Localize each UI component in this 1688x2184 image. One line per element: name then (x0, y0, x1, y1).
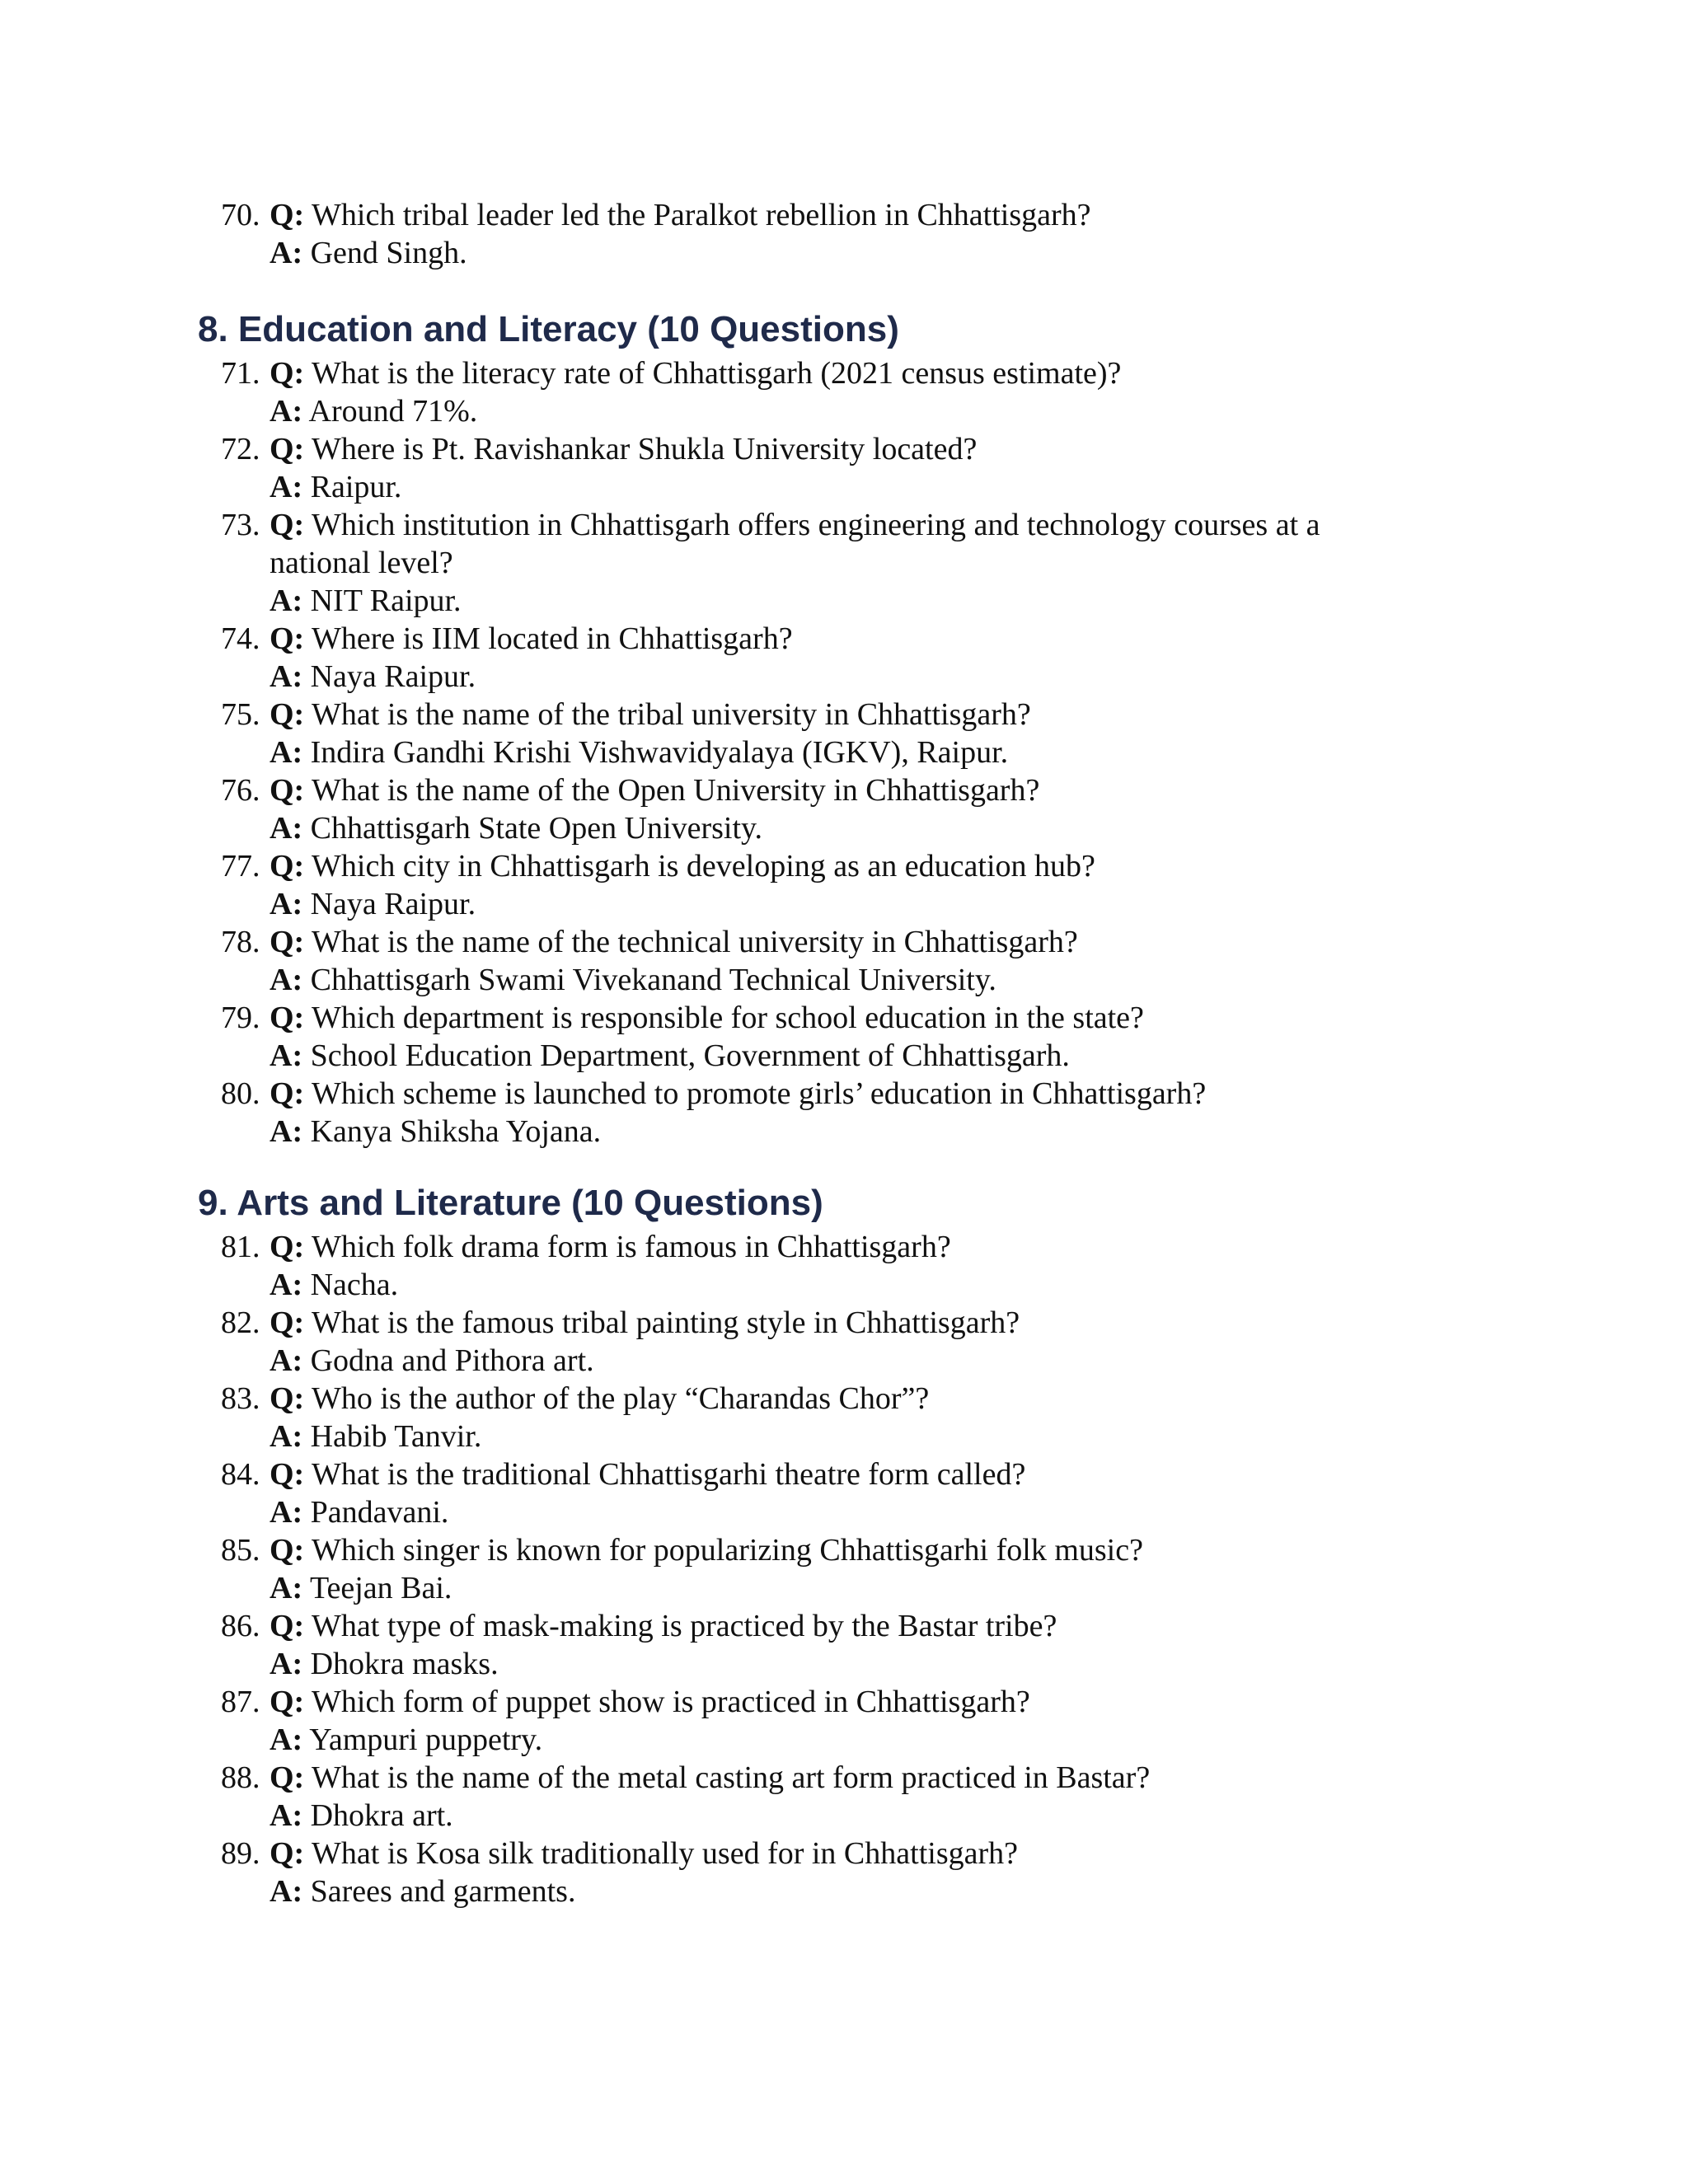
answer-label: A: (270, 1647, 303, 1681)
question-line (270, 1759, 1150, 1797)
answer-label: A: (270, 1343, 303, 1378)
question-text: What is the name of the metal casting art form practiced in Bastar? (312, 1760, 1151, 1795)
question-line (270, 1380, 929, 1418)
answer-label: A: (270, 1419, 303, 1454)
question-label: Q: (270, 1457, 305, 1492)
answer-text: Pandavani. (310, 1495, 449, 1530)
answer-label: A: (270, 963, 303, 997)
item-number: 74. (221, 621, 260, 656)
item-number: 75. (221, 697, 260, 732)
question-label: Q: (270, 1381, 305, 1416)
question-label: Q: (270, 773, 305, 808)
item-number: 80. (221, 1076, 260, 1111)
question-label: Q: (270, 1609, 305, 1643)
question-text: What is the famous tribal painting style in Chhattisgarh? (312, 1305, 1020, 1340)
question-text: Which form of puppet show is practiced in Chhattisgarh? (312, 1685, 1030, 1719)
answer-text: Chhattisgarh Swami Vivekanand Technical University. (310, 963, 996, 997)
question-line (270, 847, 1095, 885)
answer-text: School Education Department, Government of Chhattisgarh. (310, 1038, 1070, 1073)
question-label: Q: (270, 849, 305, 883)
question-label: Q: (270, 1533, 305, 1568)
item-number: 71. (221, 356, 260, 391)
question-label: Q: (270, 1230, 305, 1264)
question-line (270, 1304, 1020, 1342)
answer-label: A: (270, 1798, 303, 1833)
answer-line (270, 1113, 601, 1151)
answer-label: A: (270, 583, 303, 618)
item-number: 88. (221, 1760, 260, 1795)
answer-line (270, 1645, 499, 1683)
question-line (270, 696, 1031, 733)
section-heading-arts: 9. Arts and Literature (10 Questions) (198, 1183, 823, 1223)
answer-text: Nacha. (310, 1268, 399, 1302)
answer-line (270, 1569, 452, 1607)
answer-text: Raipur. (310, 470, 402, 504)
question-line (270, 354, 1121, 392)
question-line (270, 1531, 1143, 1569)
question-label: Q: (270, 1836, 305, 1871)
item-number: 89. (221, 1836, 260, 1871)
question-continuation: national level? (270, 546, 453, 580)
answer-line (270, 392, 477, 430)
question-line (270, 1075, 1206, 1113)
question-text: What is the name of the Open University in Chhattisgarh? (312, 773, 1040, 808)
answer-text: Godna and Pithora art. (310, 1343, 594, 1378)
answer-text: NIT Raipur. (310, 583, 462, 618)
answer-text: Teejan Bai. (309, 1571, 452, 1605)
answer-text: Indira Gandhi Krishi Vishwavidyalaya (IGKV), Raipur. (310, 735, 1009, 770)
question-text: What is the traditional Chhattisgarhi theatre form called? (312, 1457, 1026, 1492)
answer-line (270, 1037, 1070, 1075)
answer-line (270, 1872, 575, 1910)
answer-text: Gend Singh. (310, 236, 467, 270)
question-text: Which institution in Chhattisgarh offers engineering and technology courses at a (312, 508, 1320, 542)
question-text: What type of mask-making is practiced by the Bastar tribe? (312, 1609, 1057, 1643)
question-label: Q: (270, 508, 305, 542)
item-number: 70. (221, 198, 260, 232)
item-number: 81. (221, 1230, 260, 1264)
answer-label: A: (270, 236, 303, 270)
question-line (270, 1455, 1025, 1493)
question-line (270, 1683, 1030, 1721)
answer-label: A: (270, 811, 303, 846)
answer-text: Naya Raipur. (310, 659, 476, 694)
answer-label: A: (270, 1038, 303, 1073)
question-text: Which city in Chhattisgarh is developing as an education hub? (312, 849, 1095, 883)
question-text: Which scheme is launched to promote girls’ education in Chhattisgarh? (312, 1076, 1207, 1111)
question-text: What is the name of the tribal university in Chhattisgarh? (312, 697, 1031, 732)
answer-label: A: (270, 1722, 303, 1757)
question-label: Q: (270, 356, 305, 391)
answer-line (270, 809, 762, 847)
answer-line (270, 582, 462, 620)
answer-label: A: (270, 659, 303, 694)
answer-label: A: (270, 394, 303, 429)
item-number: 73. (221, 508, 260, 542)
question-text: What is the literacy rate of Chhattisgarh (2021 census estimate)? (312, 356, 1122, 391)
answer-label: A: (270, 1571, 303, 1605)
question-line (270, 196, 1091, 234)
question-text: Which tribal leader led the Paralkot rebellion in Chhattisgarh? (312, 198, 1091, 232)
answer-text: Chhattisgarh State Open University. (310, 811, 763, 846)
answer-line (270, 1493, 448, 1531)
item-number: 79. (221, 1001, 260, 1035)
answer-line (270, 885, 476, 923)
question-label: Q: (270, 1685, 305, 1719)
question-line (270, 999, 1144, 1037)
question-label: Q: (270, 198, 305, 232)
answer-text: Dhokra art. (310, 1798, 453, 1833)
question-label: Q: (270, 621, 305, 656)
item-number: 72. (221, 432, 260, 466)
answer-text: Around 71%. (308, 394, 478, 429)
answer-text: Kanya Shiksha Yojana. (310, 1114, 602, 1149)
question-label: Q: (270, 697, 305, 732)
question-text: Where is IIM located in Chhattisgarh? (312, 621, 793, 656)
question-text: Which department is responsible for school education in the state? (312, 1001, 1144, 1035)
answer-text: Dhokra masks. (310, 1647, 499, 1681)
question-line (270, 1607, 1057, 1645)
item-number: 86. (221, 1609, 260, 1643)
answer-text: Naya Raipur. (310, 887, 476, 921)
answer-line (270, 1342, 594, 1380)
answer-line (270, 234, 467, 272)
answer-label: A: (270, 1114, 303, 1149)
question-text: What is Kosa silk traditionally used for in Chhattisgarh? (312, 1836, 1018, 1871)
item-number: 85. (221, 1533, 260, 1568)
answer-label: A: (270, 470, 303, 504)
item-number: 78. (221, 925, 260, 959)
question-line (270, 771, 1039, 809)
question-line (270, 430, 977, 468)
answer-line (270, 1418, 481, 1455)
item-number: 83. (221, 1381, 260, 1416)
answer-line (270, 658, 476, 696)
question-text: Which folk drama form is famous in Chhattisgarh? (312, 1230, 951, 1264)
answer-line (270, 733, 1008, 771)
question-line (270, 1835, 1018, 1872)
answer-label: A: (270, 1268, 303, 1302)
question-label: Q: (270, 1076, 305, 1111)
answer-label: A: (270, 887, 303, 921)
answer-text: Yampuri puppetry. (309, 1722, 543, 1757)
answer-line (270, 1266, 398, 1304)
answer-line (270, 1721, 542, 1759)
question-label: Q: (270, 432, 305, 466)
answer-line (270, 1797, 453, 1835)
item-number: 77. (221, 849, 260, 883)
answer-label: A: (270, 1495, 303, 1530)
question-text: Which singer is known for popularizing Chhattisgarhi folk music? (312, 1533, 1143, 1568)
answer-text: Sarees and garments. (310, 1874, 576, 1909)
answer-line (270, 468, 401, 506)
question-label: Q: (270, 925, 305, 959)
answer-label: A: (270, 735, 303, 770)
question-line (270, 1228, 951, 1266)
answer-text: Habib Tanvir. (310, 1419, 482, 1454)
item-number: 84. (221, 1457, 260, 1492)
question-line (270, 620, 793, 658)
section-heading-education: 8. Education and Literacy (10 Questions) (198, 309, 899, 349)
question-text: Where is Pt. Ravishankar Shukla University located? (312, 432, 978, 466)
question-text: Who is the author of the play “Charandas Chor”? (312, 1381, 930, 1416)
answer-line (270, 961, 996, 999)
item-number: 87. (221, 1685, 260, 1719)
question-text: What is the name of the technical university in Chhattisgarh? (312, 925, 1078, 959)
question-label: Q: (270, 1001, 305, 1035)
question-label: Q: (270, 1760, 305, 1795)
question-line (270, 923, 1078, 961)
item-number: 76. (221, 773, 260, 808)
question-label: Q: (270, 1305, 305, 1340)
question-line (270, 506, 1320, 544)
item-number: 82. (221, 1305, 260, 1340)
answer-label: A: (270, 1874, 303, 1909)
